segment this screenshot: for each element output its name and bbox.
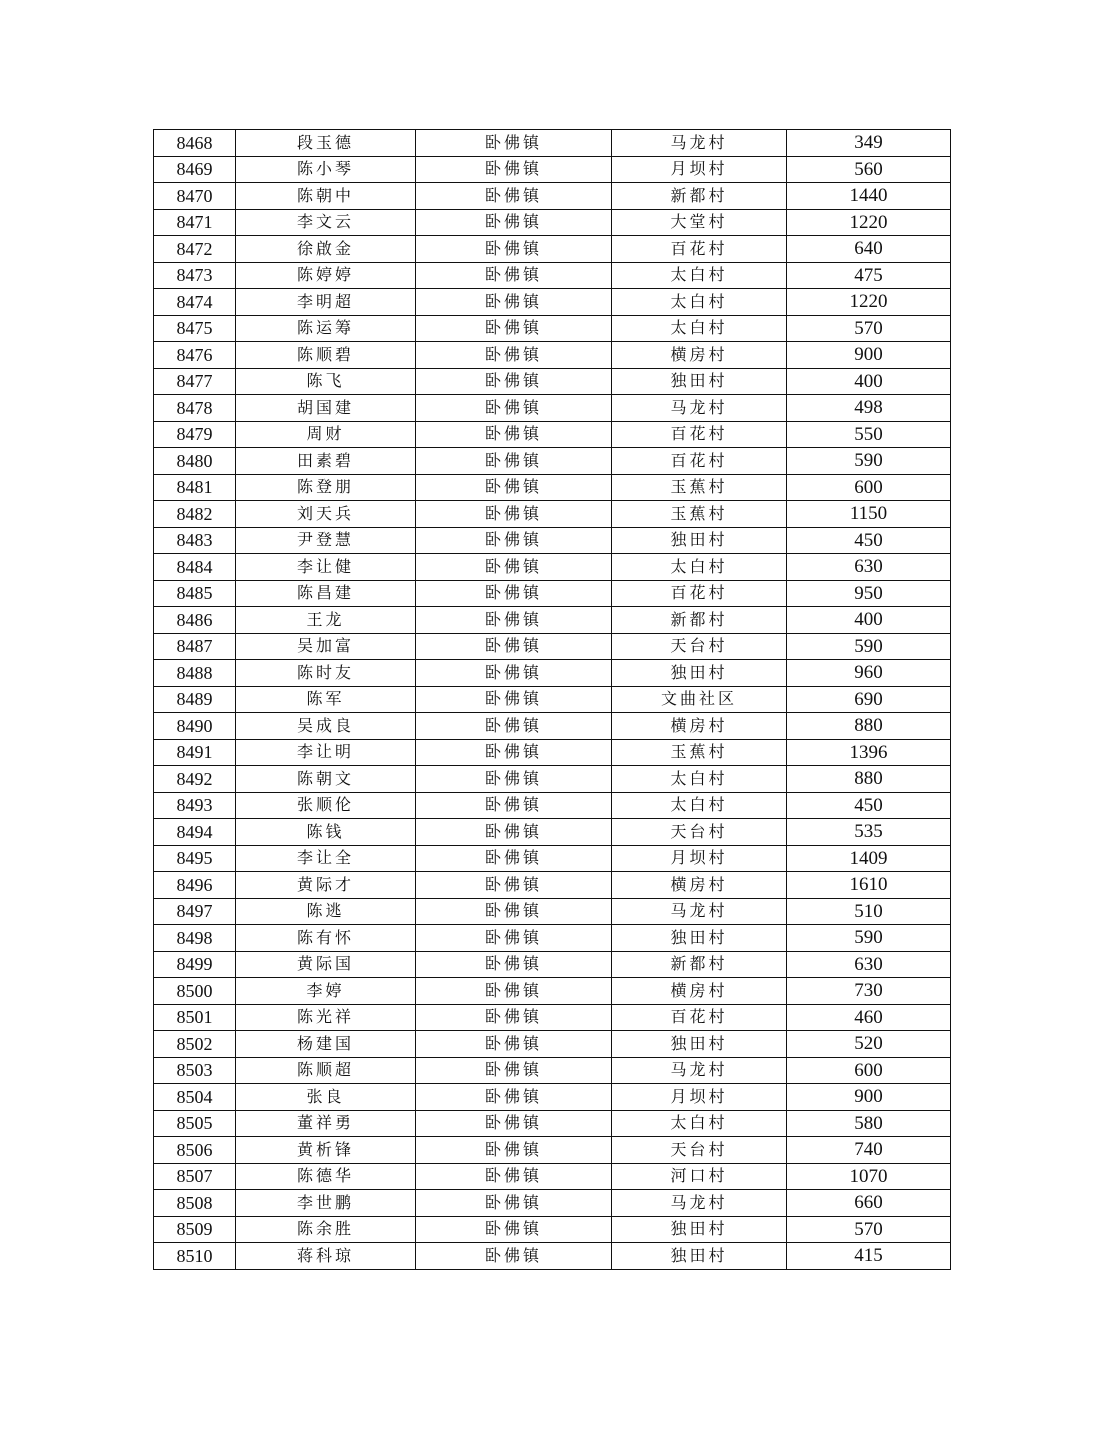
village-cell: 太白村: [612, 315, 787, 342]
town-cell: 卧佛镇: [416, 607, 612, 634]
amount-cell: 498: [787, 395, 951, 422]
amount-cell: 590: [787, 925, 951, 952]
name-cell: 陈有怀: [236, 925, 416, 952]
village-cell: 玉蕉村: [612, 501, 787, 528]
table-row: [154, 1031, 951, 1058]
village-cell: 百花村: [612, 1004, 787, 1031]
table-row: [154, 421, 951, 448]
village-cell: 太白村: [612, 792, 787, 819]
town-cell: 卧佛镇: [416, 395, 612, 422]
name-cell: 陈朝中: [236, 183, 416, 210]
town-cell: 卧佛镇: [416, 925, 612, 952]
town-cell: 卧佛镇: [416, 474, 612, 501]
table-row: [154, 978, 951, 1005]
row-number-cell: 8477: [154, 368, 236, 395]
name-cell: 吴成良: [236, 713, 416, 740]
row-number-cell: 8473: [154, 262, 236, 289]
village-cell: 横房村: [612, 978, 787, 1005]
amount-cell: 520: [787, 1031, 951, 1058]
town-cell: 卧佛镇: [416, 342, 612, 369]
name-cell: 李让全: [236, 845, 416, 872]
name-cell: 陈时友: [236, 660, 416, 687]
row-number-cell: 8495: [154, 845, 236, 872]
amount-cell: 900: [787, 1084, 951, 1111]
name-cell: 杨建国: [236, 1031, 416, 1058]
table-row: [154, 792, 951, 819]
amount-cell: 960: [787, 660, 951, 687]
name-cell: 周财: [236, 421, 416, 448]
row-number-cell: 8493: [154, 792, 236, 819]
amount-cell: 400: [787, 607, 951, 634]
village-cell: 百花村: [612, 448, 787, 475]
name-cell: 陈小琴: [236, 156, 416, 183]
amount-cell: 1220: [787, 209, 951, 236]
amount-cell: 660: [787, 1190, 951, 1217]
table-row: [154, 925, 951, 952]
row-number-cell: 8499: [154, 951, 236, 978]
name-cell: 段玉德: [236, 130, 416, 157]
table-row: [154, 1004, 951, 1031]
row-number-cell: 8502: [154, 1031, 236, 1058]
town-cell: 卧佛镇: [416, 580, 612, 607]
table-row: [154, 819, 951, 846]
name-cell: 李文云: [236, 209, 416, 236]
town-cell: 卧佛镇: [416, 527, 612, 554]
table-row: [154, 209, 951, 236]
table-row: [154, 872, 951, 899]
village-cell: 新都村: [612, 951, 787, 978]
name-cell: 陈昌建: [236, 580, 416, 607]
town-cell: 卧佛镇: [416, 156, 612, 183]
row-number-cell: 8475: [154, 315, 236, 342]
name-cell: 陈登朋: [236, 474, 416, 501]
town-cell: 卧佛镇: [416, 501, 612, 528]
amount-cell: 450: [787, 527, 951, 554]
table-row: [154, 1057, 951, 1084]
town-cell: 卧佛镇: [416, 1057, 612, 1084]
village-cell: 横房村: [612, 342, 787, 369]
amount-cell: 600: [787, 1057, 951, 1084]
row-number-cell: 8483: [154, 527, 236, 554]
amount-cell: 640: [787, 236, 951, 263]
row-number-cell: 8480: [154, 448, 236, 475]
town-cell: 卧佛镇: [416, 1243, 612, 1270]
table-row: [154, 1084, 951, 1111]
amount-cell: 1409: [787, 845, 951, 872]
table-row: [154, 289, 951, 316]
name-cell: 陈飞: [236, 368, 416, 395]
name-cell: 蒋科琼: [236, 1243, 416, 1270]
amount-cell: 950: [787, 580, 951, 607]
table-row: [154, 315, 951, 342]
village-cell: 独田村: [612, 925, 787, 952]
village-cell: 月坝村: [612, 1084, 787, 1111]
village-cell: 百花村: [612, 236, 787, 263]
row-number-cell: 8489: [154, 686, 236, 713]
town-cell: 卧佛镇: [416, 236, 612, 263]
name-cell: 陈运筹: [236, 315, 416, 342]
village-cell: 太白村: [612, 766, 787, 793]
name-cell: 陈光祥: [236, 1004, 416, 1031]
name-cell: 徐啟金: [236, 236, 416, 263]
row-number-cell: 8469: [154, 156, 236, 183]
amount-cell: 590: [787, 633, 951, 660]
village-cell: 天台村: [612, 1137, 787, 1164]
amount-cell: 570: [787, 1216, 951, 1243]
town-cell: 卧佛镇: [416, 872, 612, 899]
amount-cell: 1440: [787, 183, 951, 210]
amount-cell: 1220: [787, 289, 951, 316]
town-cell: 卧佛镇: [416, 739, 612, 766]
table-row: [154, 1216, 951, 1243]
amount-cell: 900: [787, 342, 951, 369]
row-number-cell: 8474: [154, 289, 236, 316]
town-cell: 卧佛镇: [416, 898, 612, 925]
name-cell: 吴加富: [236, 633, 416, 660]
amount-cell: 475: [787, 262, 951, 289]
row-number-cell: 8510: [154, 1243, 236, 1270]
town-cell: 卧佛镇: [416, 262, 612, 289]
name-cell: 黄际才: [236, 872, 416, 899]
town-cell: 卧佛镇: [416, 792, 612, 819]
town-cell: 卧佛镇: [416, 368, 612, 395]
town-cell: 卧佛镇: [416, 209, 612, 236]
table-row: [154, 1190, 951, 1217]
table-row: [154, 686, 951, 713]
name-cell: 李让健: [236, 554, 416, 581]
amount-cell: 1070: [787, 1163, 951, 1190]
table-row: [154, 474, 951, 501]
name-cell: 黄际国: [236, 951, 416, 978]
town-cell: 卧佛镇: [416, 1110, 612, 1137]
town-cell: 卧佛镇: [416, 951, 612, 978]
row-number-cell: 8482: [154, 501, 236, 528]
amount-cell: 560: [787, 156, 951, 183]
row-number-cell: 8506: [154, 1137, 236, 1164]
town-cell: 卧佛镇: [416, 660, 612, 687]
village-cell: 独田村: [612, 527, 787, 554]
town-cell: 卧佛镇: [416, 1004, 612, 1031]
row-number-cell: 8485: [154, 580, 236, 607]
table-row: [154, 236, 951, 263]
amount-cell: 1396: [787, 739, 951, 766]
table-row: [154, 130, 951, 157]
town-cell: 卧佛镇: [416, 289, 612, 316]
row-number-cell: 8504: [154, 1084, 236, 1111]
village-cell: 河口村: [612, 1163, 787, 1190]
table-row: [154, 342, 951, 369]
name-cell: 陈婷婷: [236, 262, 416, 289]
name-cell: 王龙: [236, 607, 416, 634]
row-number-cell: 8508: [154, 1190, 236, 1217]
row-number-cell: 8470: [154, 183, 236, 210]
village-cell: 马龙村: [612, 898, 787, 925]
town-cell: 卧佛镇: [416, 713, 612, 740]
row-number-cell: 8509: [154, 1216, 236, 1243]
table-row: [154, 607, 951, 634]
name-cell: 李世鹏: [236, 1190, 416, 1217]
town-cell: 卧佛镇: [416, 766, 612, 793]
amount-cell: 535: [787, 819, 951, 846]
village-cell: 新都村: [612, 607, 787, 634]
amount-cell: 415: [787, 1243, 951, 1270]
name-cell: 陈军: [236, 686, 416, 713]
name-cell: 陈钱: [236, 819, 416, 846]
town-cell: 卧佛镇: [416, 315, 612, 342]
name-cell: 李婷: [236, 978, 416, 1005]
row-number-cell: 8497: [154, 898, 236, 925]
table-row: [154, 527, 951, 554]
row-number-cell: 8479: [154, 421, 236, 448]
row-number-cell: 8498: [154, 925, 236, 952]
name-cell: 陈顺碧: [236, 342, 416, 369]
town-cell: 卧佛镇: [416, 633, 612, 660]
village-cell: 马龙村: [612, 1190, 787, 1217]
village-cell: 太白村: [612, 1110, 787, 1137]
row-number-cell: 8472: [154, 236, 236, 263]
row-number-cell: 8481: [154, 474, 236, 501]
amount-cell: 740: [787, 1137, 951, 1164]
table-body: [154, 130, 951, 1270]
village-cell: 天台村: [612, 633, 787, 660]
village-cell: 横房村: [612, 872, 787, 899]
village-cell: 横房村: [612, 713, 787, 740]
town-cell: 卧佛镇: [416, 686, 612, 713]
village-cell: 大堂村: [612, 209, 787, 236]
town-cell: 卧佛镇: [416, 978, 612, 1005]
table-row: [154, 713, 951, 740]
table-row: [154, 580, 951, 607]
amount-cell: 550: [787, 421, 951, 448]
name-cell: 李让明: [236, 739, 416, 766]
amount-cell: 590: [787, 448, 951, 475]
amount-cell: 349: [787, 130, 951, 157]
town-cell: 卧佛镇: [416, 421, 612, 448]
village-cell: 独田村: [612, 1031, 787, 1058]
table-row: [154, 951, 951, 978]
row-number-cell: 8492: [154, 766, 236, 793]
village-cell: 太白村: [612, 262, 787, 289]
village-cell: 文曲社区: [612, 686, 787, 713]
village-cell: 独田村: [612, 1216, 787, 1243]
row-number-cell: 8478: [154, 395, 236, 422]
town-cell: 卧佛镇: [416, 183, 612, 210]
row-number-cell: 8500: [154, 978, 236, 1005]
row-number-cell: 8491: [154, 739, 236, 766]
name-cell: 陈德华: [236, 1163, 416, 1190]
table-row: [154, 739, 951, 766]
amount-cell: 570: [787, 315, 951, 342]
table-row: [154, 1137, 951, 1164]
table-row: [154, 395, 951, 422]
row-number-cell: 8471: [154, 209, 236, 236]
town-cell: 卧佛镇: [416, 554, 612, 581]
table-row: [154, 1110, 951, 1137]
village-cell: 马龙村: [612, 395, 787, 422]
name-cell: 李明超: [236, 289, 416, 316]
row-number-cell: 8503: [154, 1057, 236, 1084]
amount-cell: 1150: [787, 501, 951, 528]
amount-cell: 450: [787, 792, 951, 819]
amount-cell: 880: [787, 713, 951, 740]
table-row: [154, 156, 951, 183]
table-row: [154, 368, 951, 395]
town-cell: 卧佛镇: [416, 1163, 612, 1190]
name-cell: 尹登慧: [236, 527, 416, 554]
town-cell: 卧佛镇: [416, 819, 612, 846]
row-number-cell: 8490: [154, 713, 236, 740]
town-cell: 卧佛镇: [416, 1216, 612, 1243]
row-number-cell: 8507: [154, 1163, 236, 1190]
name-cell: 张顺伦: [236, 792, 416, 819]
table-row: [154, 660, 951, 687]
name-cell: 陈顺超: [236, 1057, 416, 1084]
amount-cell: 400: [787, 368, 951, 395]
village-cell: 百花村: [612, 580, 787, 607]
table-row: [154, 845, 951, 872]
table-row: [154, 1163, 951, 1190]
amount-cell: 1610: [787, 872, 951, 899]
village-cell: 新都村: [612, 183, 787, 210]
village-cell: 马龙村: [612, 130, 787, 157]
row-number-cell: 8494: [154, 819, 236, 846]
row-number-cell: 8487: [154, 633, 236, 660]
table-row: [154, 262, 951, 289]
name-cell: 黄析锋: [236, 1137, 416, 1164]
village-cell: 玉蕉村: [612, 739, 787, 766]
row-number-cell: 8501: [154, 1004, 236, 1031]
amount-cell: 630: [787, 554, 951, 581]
town-cell: 卧佛镇: [416, 845, 612, 872]
town-cell: 卧佛镇: [416, 1137, 612, 1164]
table-row: [154, 1243, 951, 1270]
name-cell: 田素碧: [236, 448, 416, 475]
table-row: [154, 898, 951, 925]
name-cell: 董祥勇: [236, 1110, 416, 1137]
amount-cell: 510: [787, 898, 951, 925]
amount-cell: 580: [787, 1110, 951, 1137]
row-number-cell: 8496: [154, 872, 236, 899]
amount-cell: 730: [787, 978, 951, 1005]
village-cell: 独田村: [612, 660, 787, 687]
village-cell: 太白村: [612, 554, 787, 581]
row-number-cell: 8486: [154, 607, 236, 634]
town-cell: 卧佛镇: [416, 1084, 612, 1111]
village-cell: 天台村: [612, 819, 787, 846]
row-number-cell: 8476: [154, 342, 236, 369]
table-row: [154, 766, 951, 793]
village-cell: 百花村: [612, 421, 787, 448]
name-cell: 陈朝文: [236, 766, 416, 793]
table-row: [154, 183, 951, 210]
row-number-cell: 8488: [154, 660, 236, 687]
town-cell: 卧佛镇: [416, 1031, 612, 1058]
table-row: [154, 554, 951, 581]
name-cell: 张良: [236, 1084, 416, 1111]
amount-cell: 690: [787, 686, 951, 713]
town-cell: 卧佛镇: [416, 448, 612, 475]
village-cell: 独田村: [612, 1243, 787, 1270]
name-cell: 陈余胜: [236, 1216, 416, 1243]
village-cell: 太白村: [612, 289, 787, 316]
town-cell: 卧佛镇: [416, 1190, 612, 1217]
row-number-cell: 8468: [154, 130, 236, 157]
village-cell: 玉蕉村: [612, 474, 787, 501]
name-cell: 胡国建: [236, 395, 416, 422]
town-cell: 卧佛镇: [416, 130, 612, 157]
table-row: [154, 633, 951, 660]
amount-cell: 630: [787, 951, 951, 978]
row-number-cell: 8505: [154, 1110, 236, 1137]
name-cell: 刘天兵: [236, 501, 416, 528]
village-cell: 月坝村: [612, 156, 787, 183]
amount-cell: 880: [787, 766, 951, 793]
table-row: [154, 448, 951, 475]
village-cell: 马龙村: [612, 1057, 787, 1084]
amount-cell: 460: [787, 1004, 951, 1031]
table-row: [154, 501, 951, 528]
village-cell: 月坝村: [612, 845, 787, 872]
row-number-cell: 8484: [154, 554, 236, 581]
name-cell: 陈逃: [236, 898, 416, 925]
data-table: [153, 129, 951, 1270]
village-cell: 独田村: [612, 368, 787, 395]
amount-cell: 600: [787, 474, 951, 501]
